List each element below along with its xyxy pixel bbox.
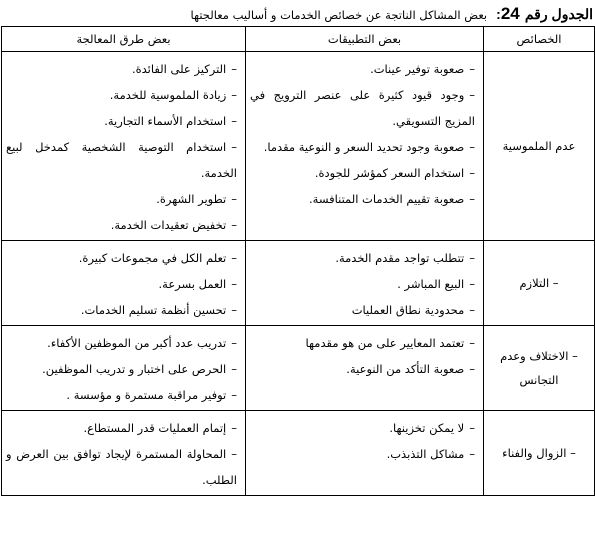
caption-label: الجدول رقم bbox=[524, 6, 593, 22]
treatment-item: المحاولة المستمرة لإيجاد توافق بين العرض و الطلب. bbox=[6, 447, 237, 487]
treatments-list bbox=[2, 411, 245, 495]
table-row bbox=[2, 241, 595, 326]
bullet-dash: – bbox=[469, 251, 475, 265]
characteristic-cell: – الاختلاف وعدم التجانس bbox=[484, 326, 595, 411]
header-characteristics: الخصائص bbox=[484, 27, 595, 52]
list-item bbox=[250, 330, 475, 356]
list-item bbox=[6, 56, 237, 82]
bullet-dash: – bbox=[469, 303, 475, 317]
treatments-cell bbox=[2, 411, 246, 496]
applications-list bbox=[246, 326, 483, 384]
treatment-item: استخدام التوصية الشخصية كمدخل لبيع الخدمة. bbox=[6, 140, 237, 180]
bullet-dash: – bbox=[231, 362, 237, 376]
application-item: لا يمكن تخزينها. bbox=[389, 421, 465, 435]
treatment-item: تخفيض تعقيدات الخدمة. bbox=[110, 218, 227, 232]
treatments-list bbox=[2, 241, 245, 325]
bullet-dash: – bbox=[231, 192, 237, 206]
treatment-item: زيادة الملموسية للخدمة. bbox=[109, 88, 227, 102]
applications-list bbox=[246, 241, 483, 325]
list-item bbox=[250, 134, 475, 160]
service-characteristics-table bbox=[1, 26, 595, 496]
application-item: مشاكل التذبذب. bbox=[386, 447, 465, 461]
characteristic-cell: عدم الملموسية bbox=[484, 52, 595, 241]
bullet-dash: – bbox=[469, 362, 475, 376]
list-item bbox=[250, 297, 475, 323]
bullet-dash: – bbox=[469, 140, 475, 154]
treatment-item: تطوير الشهرة. bbox=[156, 192, 227, 206]
list-item bbox=[250, 271, 475, 297]
bullet-dash: – bbox=[231, 336, 237, 350]
table-row bbox=[2, 52, 595, 241]
list-item bbox=[250, 56, 475, 82]
application-item: استخدام السعر كمؤشر للجودة. bbox=[314, 166, 465, 180]
header-treatments: بعض طرق المعالجة bbox=[2, 27, 246, 52]
header-applications: بعض التطبيقات bbox=[246, 27, 484, 52]
bullet-dash: – bbox=[469, 166, 475, 180]
treatment-item: توفير مراقبة مستمرة و مؤسسة . bbox=[66, 388, 227, 402]
list-item bbox=[250, 245, 475, 271]
treatment-item: تعلم الكل في مجموعات كبيرة. bbox=[78, 251, 227, 265]
list-item bbox=[250, 415, 475, 441]
caption-title: بعض المشاكل الناتجة عن خصائص الخدمات و أساليب معالجتها bbox=[190, 8, 488, 22]
list-item bbox=[6, 108, 237, 134]
list-item bbox=[6, 330, 237, 356]
characteristic-cell: – الزوال والفناء bbox=[484, 411, 595, 496]
list-item bbox=[6, 382, 237, 408]
applications-cell bbox=[246, 52, 484, 241]
bullet-dash: – bbox=[231, 88, 237, 102]
list-item bbox=[6, 82, 237, 108]
bullet-dash: – bbox=[231, 303, 237, 317]
bullet-dash: – bbox=[469, 88, 475, 102]
applications-list bbox=[246, 52, 483, 214]
table-row bbox=[2, 411, 595, 496]
treatments-cell bbox=[2, 241, 246, 326]
bullet-dash: – bbox=[231, 388, 237, 402]
applications-list bbox=[246, 411, 483, 469]
bullet-dash: – bbox=[231, 447, 237, 461]
caption-number: 24 bbox=[500, 4, 520, 23]
bullet-dash: – bbox=[469, 62, 475, 76]
applications-cell bbox=[246, 326, 484, 411]
treatments-list bbox=[2, 52, 245, 240]
bullet-dash: – bbox=[469, 447, 475, 461]
bullet-dash: – bbox=[231, 251, 237, 265]
caption-colon: : bbox=[496, 6, 501, 22]
list-item bbox=[6, 297, 237, 323]
treatment-item: تدريب عدد أكبر من الموظفين الأكفاء. bbox=[47, 336, 227, 350]
bullet-dash: – bbox=[231, 218, 237, 232]
application-item: صعوبة توفير عينات. bbox=[370, 62, 465, 76]
list-item bbox=[6, 271, 237, 297]
list-item bbox=[250, 441, 475, 467]
list-item bbox=[250, 160, 475, 186]
application-item: صعوبة تقييم الخدمات المتنافسة. bbox=[309, 192, 465, 206]
bullet-dash: – bbox=[469, 277, 475, 291]
list-item bbox=[6, 245, 237, 271]
bullet-dash: – bbox=[231, 114, 237, 128]
applications-cell bbox=[246, 411, 484, 496]
list-item bbox=[6, 415, 237, 441]
application-item: محدودية نطاق العمليات bbox=[351, 303, 465, 317]
list-item bbox=[6, 134, 237, 186]
application-item: صعوبة التأكد من النوعية. bbox=[346, 362, 465, 376]
characteristic-cell: – التلازم bbox=[484, 241, 595, 326]
treatments-cell bbox=[2, 326, 246, 411]
bullet-dash: – bbox=[469, 192, 475, 206]
bullet-dash: – bbox=[469, 421, 475, 435]
list-item bbox=[6, 186, 237, 212]
application-item: صعوبة وجود تحديد السعر و النوعية مقدما. bbox=[263, 140, 465, 154]
application-item: تعتمد المعايير على من هو مقدمها bbox=[305, 336, 465, 350]
list-item bbox=[6, 212, 237, 238]
list-item bbox=[250, 82, 475, 134]
list-item bbox=[6, 441, 237, 493]
bullet-dash: – bbox=[231, 140, 237, 154]
table-caption bbox=[2, 4, 593, 24]
list-item bbox=[6, 356, 237, 382]
bullet-dash: – bbox=[231, 277, 237, 291]
treatment-item: تحسين أنظمة تسليم الخدمات. bbox=[80, 303, 227, 317]
treatment-item: العمل بسرعة. bbox=[158, 277, 227, 291]
applications-cell bbox=[246, 241, 484, 326]
application-item: تتطلب تواجد مقدم الخدمة. bbox=[335, 251, 465, 265]
bullet-dash: – bbox=[469, 336, 475, 350]
application-item: وجود قيود كثيرة على عنصر الترويج في المزيج التسويقي. bbox=[250, 88, 475, 128]
list-item bbox=[250, 356, 475, 382]
list-item bbox=[250, 186, 475, 212]
application-item: البيع المباشر . bbox=[397, 277, 465, 291]
table-row bbox=[2, 326, 595, 411]
treatment-item: إتمام العمليات قدر المستطاع. bbox=[83, 421, 227, 435]
bullet-dash: – bbox=[231, 421, 237, 435]
bullet-dash: – bbox=[231, 62, 237, 76]
treatment-item: الحرص على اختبار و تدريب الموظفين. bbox=[42, 362, 227, 376]
treatments-list bbox=[2, 326, 245, 410]
table-header-row bbox=[2, 27, 595, 52]
treatment-item: استخدام الأسماء التجارية. bbox=[104, 114, 227, 128]
treatments-cell bbox=[2, 52, 246, 241]
treatment-item: التركيز على الفائدة. bbox=[131, 62, 227, 76]
